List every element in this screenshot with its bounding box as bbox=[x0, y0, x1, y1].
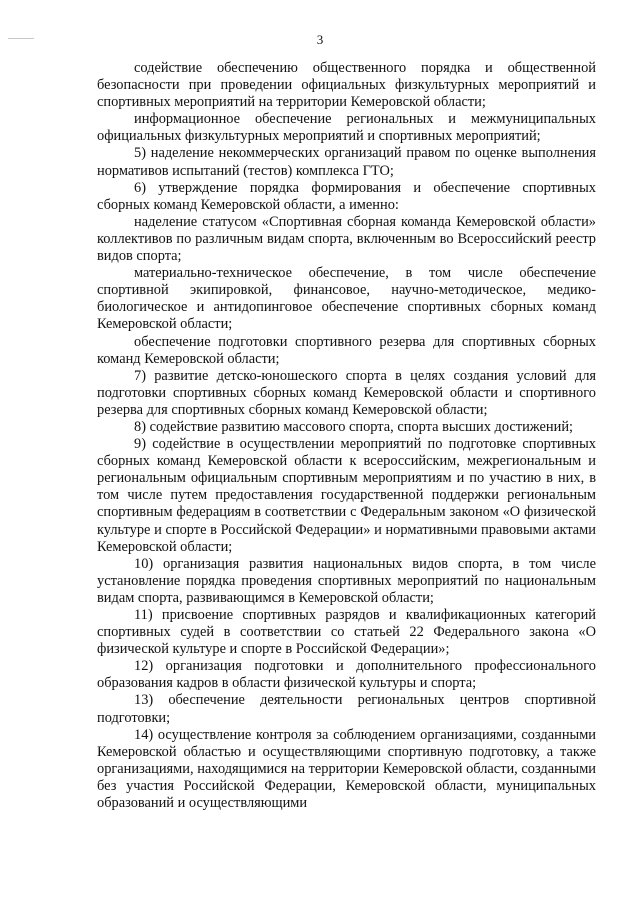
paragraph-item-5: 5) наделение некоммерческих организаций правом по оценке выполнения нормативов испытаний (тестов) комплекса ГТО; bbox=[97, 145, 596, 179]
paragraph-material-support: материально-техническое обеспечение, в том числе обеспечение спортивной экипировкой, финансовое, научно-методическое, медико-биологическое и антидопинговое обеспечение спортивных сборных команд Кемеровской области; bbox=[97, 265, 596, 333]
paragraph-information-support: информационное обеспечение региональных и межмуниципальных официальных физкультурных мероприятий и спортивных мероприятий; bbox=[97, 111, 596, 145]
page-number: 3 bbox=[316, 32, 324, 47]
paragraph-item-11: 11) присвоение спортивных разрядов и квалификационных категорий спортивных судей в соответствии со статьей 22 Федерального закона «О физической культуре и спорте в Российской Федерации»; bbox=[97, 607, 596, 658]
paragraph-item-8: 8) содействие развитию массового спорта, спорта высших достижений; bbox=[134, 418, 574, 435]
paragraph-item-6: 6) утверждение порядка формирования и обеспечение спортивных сборных команд Кемеровской области, а именно: bbox=[97, 179, 596, 213]
paragraph-team-status: наделение статусом «Спортивная сборная команда Кемеровской области» коллективов по различным видам спорта, включенным во Всероссийский реестр видов спорта; bbox=[97, 213, 596, 265]
paragraph-item-13: 13) обеспечение деятельности региональных центров спортивной подготовки; bbox=[97, 692, 596, 726]
paragraph-reserve-training: обеспечение подготовки спортивного резерва для спортивных сборных команд Кемеровской области; bbox=[97, 333, 596, 367]
paragraph-item-14: 14) осуществление контроля за соблюдением организациями, созданными Кемеровской областью и осуществляющими спортивную подготовку, а также организациями, находящимися на территории Кемеровской области, созданными без участия Российской Федерации, Кемеровской области, муниципальных образований и осуществляющими bbox=[97, 726, 596, 812]
paragraph-item-10: 10) организация развития национальных видов спорта, в том числе установление порядка проведения спортивных мероприятий по национальным видам спорта, развивающимся в Кемеровской области; bbox=[97, 555, 596, 606]
document-body bbox=[97, 60, 596, 812]
paragraph-item-7: 7) развитие детско-юношеского спорта в целях создания условий для подготовки спортивных сборных команд Кемеровской области и спортивного резерва для спортивных сборных команд Кемеровской области; bbox=[97, 367, 596, 418]
paragraph-public-order: содействие обеспечению общественного порядка и общественной безопасности при проведении официальных физкультурных мероприятий и спортивных мероприятий на территории Кемеровской области; bbox=[97, 60, 596, 111]
paragraph-item-9: 9) содействие в осуществлении мероприятий по подготовке спортивных сборных команд Кемеровской области к всероссийским, межрегиональным и региональным официальным спортивным мероприятиям и по участию в них, в том числе путем предоставления государственной поддержки региональным спортивным федерациям в соответствии с Федеральным законом «О физической культуре и спорте в Российской Федерации» и нормативными правовыми актами Кемеровской области; bbox=[97, 436, 596, 555]
paragraph-item-12: 12) организация подготовки и дополнительного профессионального образования кадров в области физической культуры и спорта; bbox=[97, 658, 596, 692]
